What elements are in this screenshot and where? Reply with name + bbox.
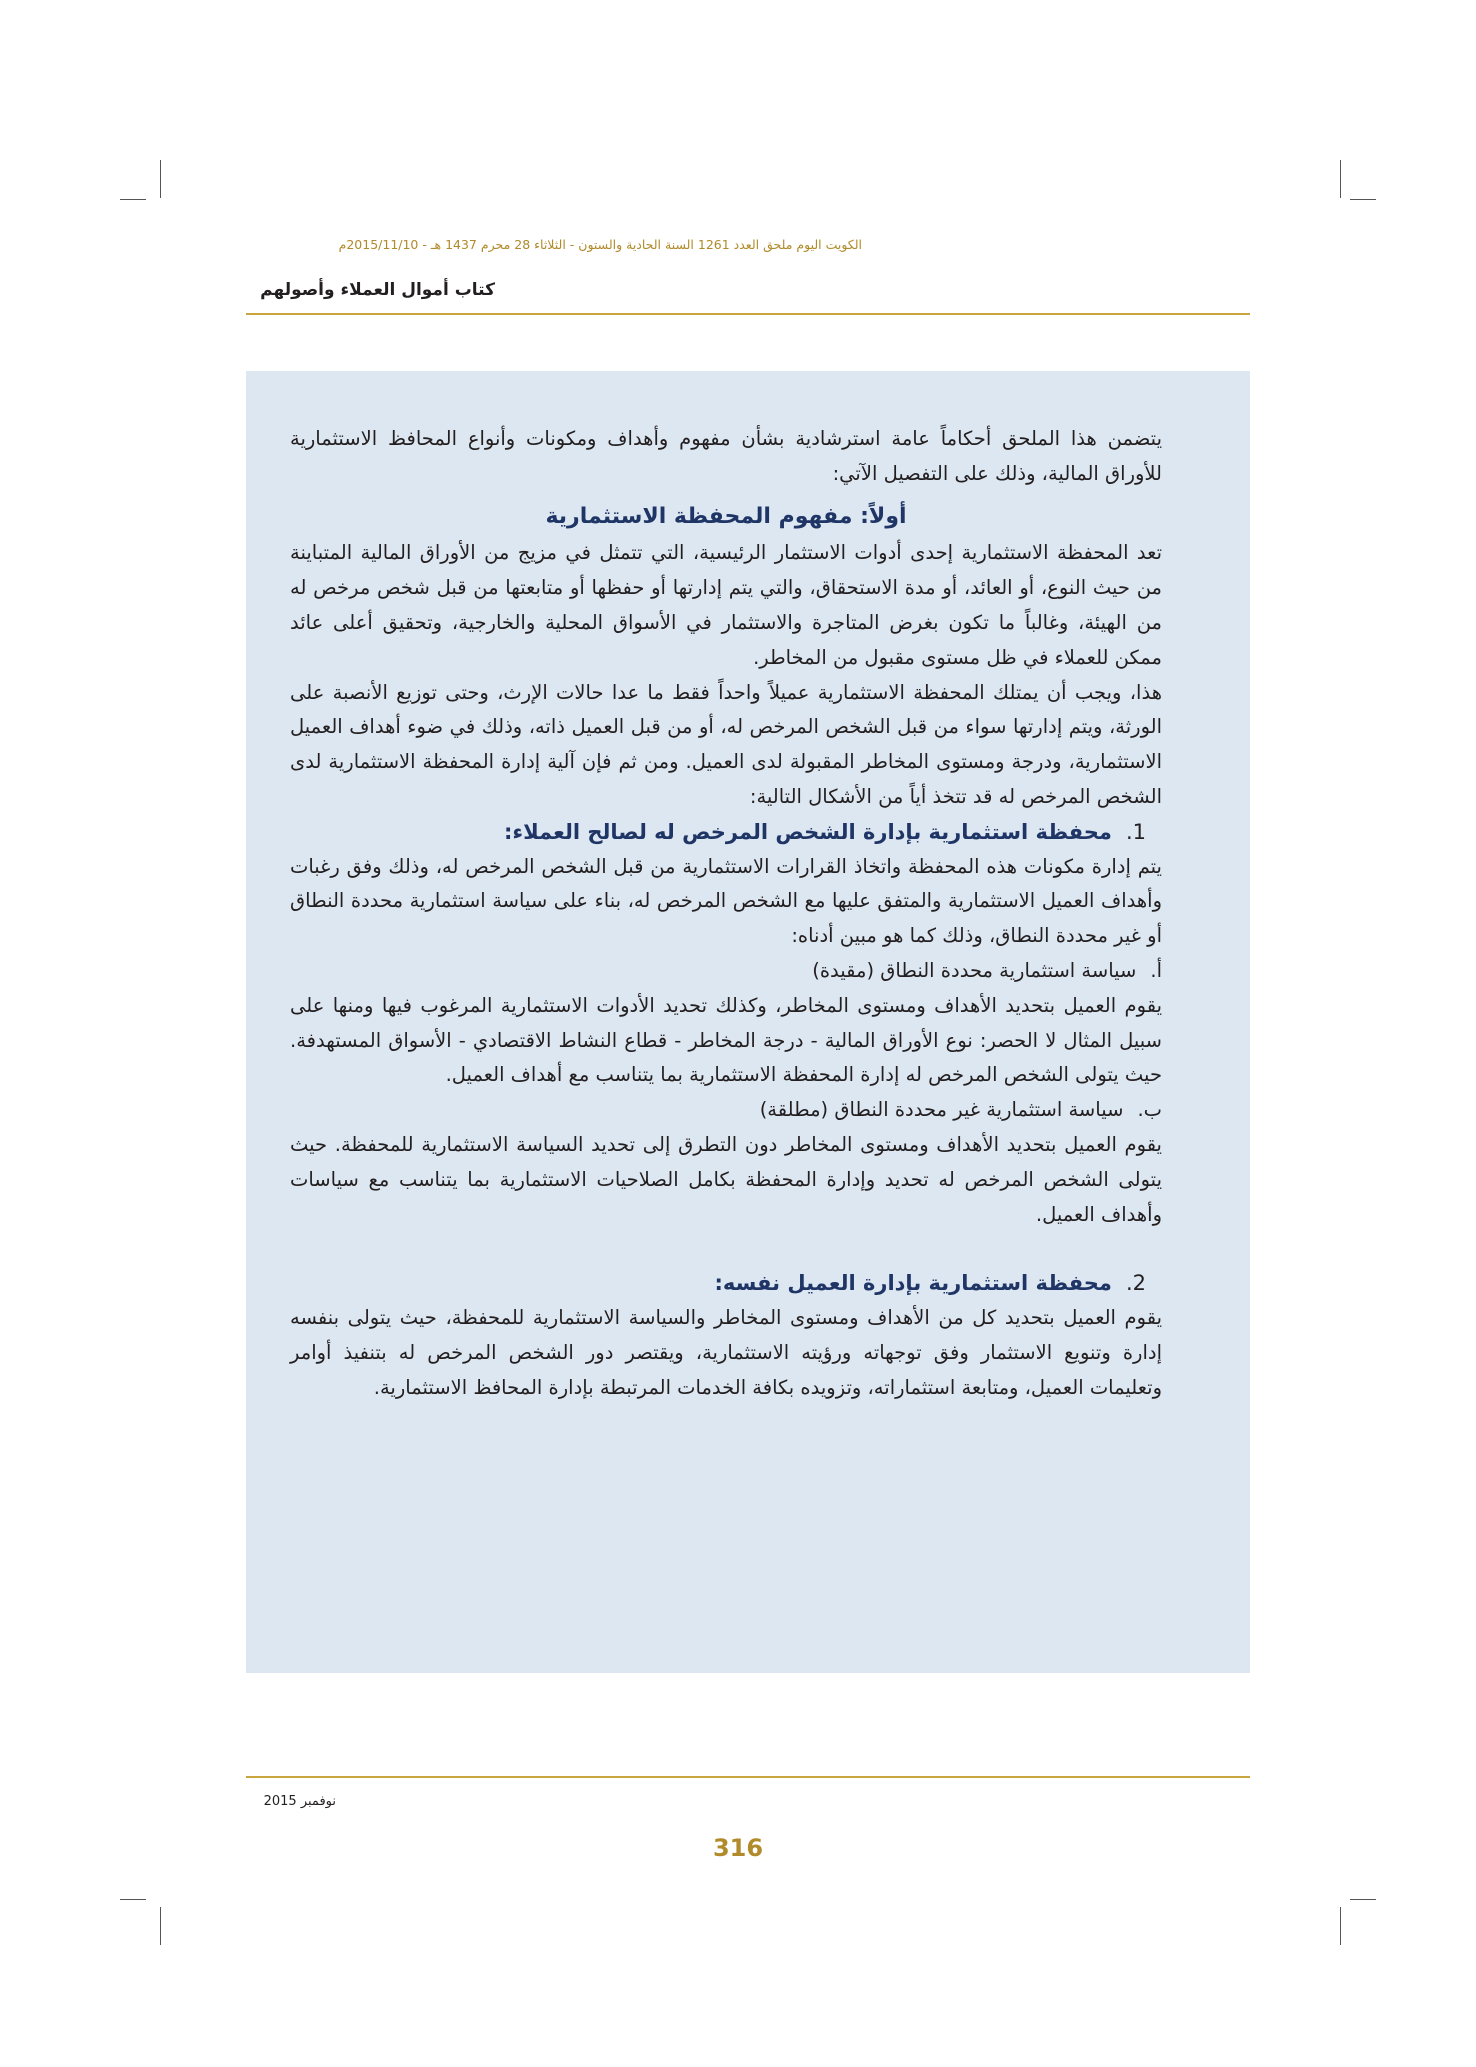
spacer [290, 1232, 1162, 1266]
sub-item-b-label: سياسة استثمارية غير محددة النطاق (مطلقة) [759, 1098, 1124, 1122]
issue-header-line: الكويت اليوم ملحق العدد 1261 السنة الحادية والستون - الثلاثاء 28 محرم 1437 هـ - 2015/11/10م [338, 237, 862, 252]
page-number: 316 [712, 1834, 764, 1862]
item-2-number: 2. [1125, 1271, 1146, 1296]
sub-item-b-heading [290, 1093, 1162, 1128]
item-2-text: يقوم العميل بتحديد كل من الأهداف ومستوى المخاطر والسياسة الاستثمارية للمحفظة، حيث يتولى بنفسه إدارة وتنويع الاستثمار وفق توجهاته ورؤيته الاستثمارية، ويقتصر دور الشخص المرخص له بتنفيذ أوامر وتعليمات العميل، ومتابعة استثماراته، وتزويده بكافة الخدمات المرتبطة بإدارة المحافظ الاستثمارية. [290, 1306, 1162, 1399]
sub-item-a-heading [290, 954, 1162, 989]
crop-mark [1350, 199, 1376, 200]
crop-mark [1340, 1907, 1341, 1945]
crop-mark [160, 1907, 161, 1945]
item-2-heading [290, 1266, 1162, 1301]
header-divider [246, 313, 1250, 315]
crop-mark [1340, 160, 1341, 198]
crop-mark [160, 160, 161, 198]
sub-item-b-letter: ب. [1137, 1098, 1162, 1122]
item-1-title: محفظة استثمارية بإدارة الشخص المرخص له لصالح العملاء: [503, 819, 1112, 844]
book-title: كتاب أموال العملاء وأصولهم [260, 280, 495, 300]
crop-mark [120, 1899, 146, 1900]
item-1-number: 1. [1125, 819, 1146, 844]
sub-item-a-text: يقوم العميل بتحديد الأهداف ومستوى المخاطر، وكذلك تحديد الأدوات الاستثمارية المرغوب فيها ومنها على سبيل المثال لا الحصر: نوع الأوراق المالية - درجة المخاطر - قطاع النشاط الاقتصادي - الأسواق المستهدفة. حيث يتولى الشخص المرخص له إدارة المحفظة الاستثمارية بما يتناسب مع أهداف العميل. [290, 993, 1162, 1087]
sub-item-b-text: يقوم العميل بتحديد الأهداف ومستوى المخاطر دون التطرق إلى تحديد السياسة الاستثمارية للمحفظة. حيث يتولى الشخص المرخص له تحديد وإدارة المحفظة بكامل الصلاحيات الاستثمارية بما يتناسب مع سياسات وأهداف العميل. [290, 1132, 1162, 1226]
crop-mark [120, 199, 146, 200]
item-1-text: يتم إدارة مكونات هذه المحفظة واتخاذ القرارات الاستثمارية من قبل الشخص المرخص له، وذلك وفق رغبات وأهداف العميل الاستثمارية والمتفق عليها مع الشخص المرخص له، بناء على سياسة استثمارية محددة النطاق أو غير محددة النطاق، وذلك كما هو مبين أدناه: [290, 854, 1162, 948]
section-title: أولاً: مفهوم المحفظة الاستثمارية [545, 503, 907, 529]
sub-item-a-label: سياسة استثمارية محددة النطاق (مقيدة) [812, 958, 1137, 982]
document-body [290, 422, 1162, 1406]
crop-mark [1350, 1899, 1376, 1900]
intro-paragraph: يتضمن هذا الملحق أحكاماً عامة استرشادية بشأن مفهوم وأهداف ومكونات وأنواع المحافظ الاستثمارية للأوراق المالية، وذلك على التفصيل الآتي: [290, 427, 1162, 485]
sub-item-a-letter: أ. [1150, 958, 1162, 982]
definition-paragraph: تعد المحفظة الاستثمارية إحدى أدوات الاستثمار الرئيسية، التي تتمثل في مزيج من الأوراق المالية المتباينة من حيث النوع، أو العائد، أو مدة الاستحقاق، والتي يتم إدارتها أو حفظها أو متابعتها من قبل شخص مرخص له من الهيئة، وغالباً ما تكون بغرض المتاجرة والاستثمار في الأسواق المحلية والخارجية، وتحقيق أعلى عائد ممكن للعملاء في ظل مستوى مقبول من المخاطر. [290, 541, 1162, 669]
footer-divider [246, 1776, 1250, 1778]
item-1-heading [290, 815, 1162, 850]
item-2-title: محفظة استثمارية بإدارة العميل نفسه: [714, 1271, 1112, 1296]
ownership-paragraph: هذا، ويجب أن يمتلك المحفظة الاستثمارية عميلاً واحداً فقط ما عدا حالات الإرث، وحتى توزيع الأنصبة على الورثة، ويتم إدارتها سواء من قبل الشخص المرخص له، أو من قبل العميل ذاته، وذلك في ضوء أهداف العميل الاستثمارية، ودرجة ومستوى المخاطر المقبولة لدى العميل. ومن ثم فإن آلية إدارة المحفظة الاستثمارية لدى الشخص المرخص له قد تتخذ أياً من الأشكال التالية: [290, 680, 1162, 808]
footer-date: نوفمبر 2015 [263, 1794, 336, 1809]
